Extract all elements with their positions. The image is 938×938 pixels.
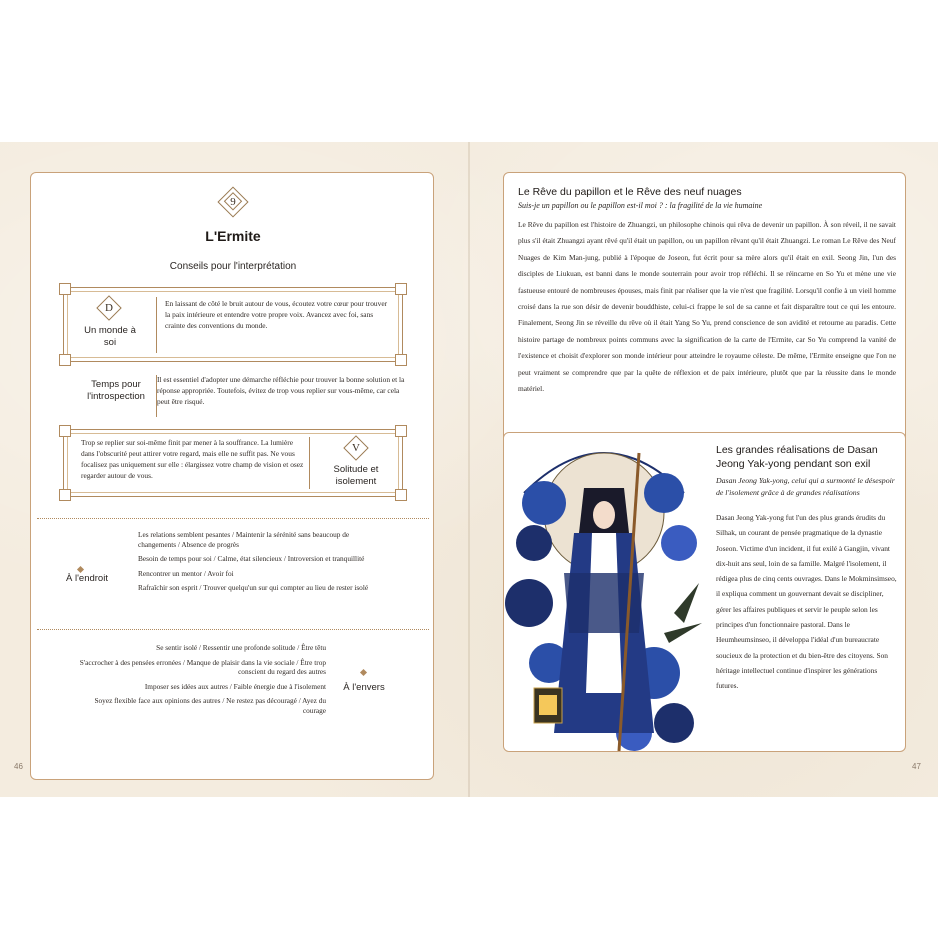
book-gutter [468,142,470,797]
dasan-title: Les grandes réalisations de Dasan Jeong Yak-yong pendant son exil [716,444,878,470]
story-body: Le Rêve du papillon est l'histoire de Zhuangzi, un philosophe chinois qui rêva de devenir un papillon. À son réveil, il ne savait plus s'il était Zhuangzi ayant rêvé qu'il était un papillon, ou un papillon rêvant qu'il était Zhuangzi. Le roman Le Rêve des Neuf Nuages de Kim Man-jung, publié à l'époque de Joseon, fut écrit pour sa mère alors qu'il était en exil. Seong Jin, l'un des disciples de Liukuan, est banni dans le monde souterrain pour avoir trop réfléchi. Il se réincarne en So Yu et mène une vie fastueuse entouré de nombreuses épouses, mais finit par réaliser que la vie n'est que fragilité. Lorsqu'il confie à un vieil homme croisé dans la rue son désir de devenir bouddhiste, celui-ci frappe le sol de sa canne et fait disparaître tout ce qui les entoure. Finalement, Seong Jin se réveille du rêve où il était Yang So Yu, prend conscience de son avidité et retourne au paradis. Cette histoire partage de nombreux points communs avec la signification de la carte de l'Ermite, car So Yu comprend la vanité de l'existence et choisit d'explorer son monde intérieur pour atteindre le royaume céleste. De même, l'Ermite enseigne que l'on ne peut vraiment se comprendre que par la quête de réflexion et de paix intérieure, plutôt que par la réussite dans le monde matériel. [518,220,896,394]
endroit-item: Rencontrer un mentor / Avoir foi [138,568,234,578]
story-subtitle: Suis-je un papillon ou le papillon est-il moi ? : la fragilité de la vie humaine [518,201,763,210]
frame-corner [395,283,407,295]
section-temps-label: Temps pour l'introspection [87,379,145,402]
hermit-illustration [504,433,704,751]
envers-item: Soyez flexible face aux opinions des autres / Ne restez pas découragé / Ayez du courage [94,696,326,715]
section-divider [156,297,157,353]
frame-corner [395,354,407,366]
section-temps-text: Il est essentiel d'adopter une démarche réfléchie pour trouver la bonne solution et la réponse appropriée. Toutefois, évitez de trop vous replier sur vous-même, car cela peut être risqué. [157,375,405,406]
section-v-label: Solitude et isolement [333,464,379,487]
endroit-label: À l'endroit [66,573,108,584]
envers-item: S'accrocher à des pensées erronées / Manque de plaisir dans la vie sociale / Être trop conscient du regard des autres [79,657,326,676]
endroit-item: Besoin de temps pour soi / Calme, état silencieux / Introversion et tranquillité [138,554,365,563]
left-card [30,172,434,780]
envers-item: Imposer ses idées aux autres / Faible énergie due à l'isolement [144,681,326,691]
section-v-badge-text: V [352,442,360,454]
envers-item: Se sentir isolé / Ressentir une profonde solitude / Être têtu [156,643,326,652]
envers-list [71,643,326,720]
envers-marker [360,669,367,676]
frame-corner [59,425,71,437]
page-number-right: 47 [912,762,921,771]
number-badge-text: 9 [230,196,236,208]
endroit-item: Les relations semblent pesantes / Maintenir la sérénité sans beaucoup de changements / Absence de progrès [138,530,350,549]
endroit-item: Rafraîchir son esprit / Trouver quelqu'un sur qui compter au lieu de rester isolé [138,583,369,592]
section-d-text: En laissant de côté le bruit autour de vous, écoutez votre cœur pour trouver la paix intérieure et entendre votre propre voix. Avancez avec foi, sans crainte des conventions du monde. [165,299,388,330]
frame-corner [395,489,407,501]
page-number-left: 46 [14,762,23,771]
section-d-badge-text: D [105,302,113,314]
dasan-subtitle: Dasan Jeong Yak-yong, celui qui a surmonté le désespoir de l'isolement grâce à de grandes réalisations [716,476,895,497]
endroit-marker [77,566,84,573]
dotted-separator [37,629,429,630]
book-spread [0,142,938,797]
hermit-illustration-art [504,433,704,751]
endroit-list [138,530,383,598]
section-v-text: Trop se replier sur soi-même finit par mener à la souffrance. La lumière dans l'obscurité peut attirer votre regard, mais elle ne suffit pas. Ne vous focalisez pas uniquement sur elle : élargissez votre champ de vision et osez regarder autour de vous. [81,438,304,480]
frame-corner [395,425,407,437]
frame-corner [59,283,71,295]
envers-label: À l'envers [343,682,385,693]
frame-corner [59,354,71,366]
section-d-label: Un monde à soi [84,325,136,348]
story-title: Le Rêve du papillon et le Rêve des neuf nuages [518,186,742,198]
section-divider [309,437,310,489]
dotted-separator [37,518,429,519]
dasan-card [503,432,906,752]
card-subtitle: Conseils pour l'interprétation [169,261,297,272]
dasan-body: Dasan Jeong Yak-yong fut l'un des plus grands érudits du Silhak, un courant de pensée pragmatique de la dynastie Joseon. Victime d'un incident, il fut exilé à Gangjin, vivant dix-huit ans seul, loin de sa famille. Malgré l'isolement, il rédigea plus de cinq cents ouvrages. Dans le Mokminsimseo, il expliqua comment un gouvernant devait se discipliner, gérer les affaires publiques et servir le peuple selon les principes d'un fonctionnaire pastoral. Dans le Heumheumsinseo, il développa l'idéal d'un bureaucrate soucieux de la protection et du bien-être des citoyens. Son héritage intellectuel continue d'inspirer les générations futures. [716,513,897,691]
frame-corner [59,489,71,501]
card-title: L'Ermite [205,228,261,244]
